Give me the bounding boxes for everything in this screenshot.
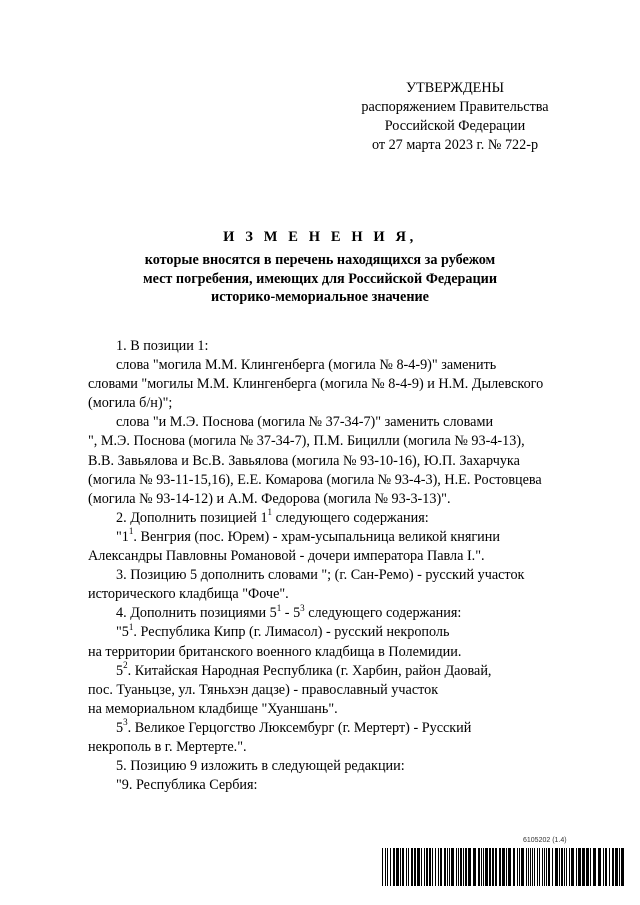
document-title: И З М Е Н Е Н И Я,: [223, 229, 417, 245]
paragraph: [88, 509, 572, 528]
superscript: 3: [300, 602, 305, 613]
superscript: 2: [123, 659, 128, 670]
document-code: 6105202 (1.4): [523, 837, 567, 844]
paragraph: ", М.Э. Поснова (могила № 37-34-7), П.М. Бицилли (могила № 93-4-13),: [88, 433, 525, 450]
text: следующего содержания:: [272, 509, 429, 526]
paragraph: [88, 604, 572, 623]
paragraph: (могила № 93-14-12) и А.М. Федорова (могила № 93-3-13)".: [88, 490, 451, 507]
approval-line: распоряжением Правительства: [361, 99, 549, 115]
paragraph: 3. Позицию 5 дополнить словами "; (г. Сан-Ремо) - русский участок: [116, 567, 525, 584]
text: . Венгрия (пос. Юрем) - храм-усыпальница великой княгини: [133, 528, 500, 545]
document-subtitle: [0, 251, 640, 307]
paragraph: на территории британского военного кладбища в Полемидии.: [88, 643, 462, 660]
text: . Китайская Народная Республика (г. Харбин, район Даовай,: [127, 662, 492, 679]
paragraph: 1. В позиции 1:: [116, 338, 209, 354]
superscript: 1: [128, 526, 134, 537]
text: - 5: [281, 605, 301, 622]
subtitle-line: мест погребения, имеющих для Российской Федерации: [142, 270, 498, 287]
barcode-icon: [382, 848, 624, 886]
paragraph: (могила б/н)";: [88, 395, 173, 412]
paragraph: (могила № 93-11-15,16), Е.Е. Комарова (могила № 93-4-3), Н.Е. Ростовцева: [88, 471, 542, 488]
text: . Республика Кипр (г. Лимасол) - русский некрополь: [133, 624, 450, 641]
text: "1: [116, 528, 129, 545]
subtitle-line: которые вносятся в перечень находящихся за рубежом: [144, 252, 496, 268]
paragraph: [88, 623, 572, 642]
subtitle-line: историко-мемориальное значение: [211, 289, 429, 305]
superscript: 3: [123, 717, 128, 728]
paragraph: слова "и М.Э. Поснова (могила № 37-34-7)" заменить словами: [116, 414, 494, 431]
paragraph: [88, 659, 572, 681]
document-body: [88, 337, 572, 795]
paragraph: некрополь в г. Мертерте.".: [88, 738, 247, 755]
text: 2. Дополнить позицией 1: [116, 509, 268, 526]
approval-date: от 27 марта 2023 г. № 722-р: [371, 137, 539, 153]
text: 5: [116, 662, 124, 679]
paragraph: [88, 528, 572, 547]
approval-block: [350, 79, 560, 155]
text: . Великое Герцогство Люксембург (г. Мертерт) - Русский: [127, 719, 472, 736]
text: 5: [116, 719, 124, 736]
approval-title: УТВЕРЖДЕНЫ: [406, 80, 504, 96]
superscript: 1: [267, 507, 273, 518]
superscript: 1: [276, 602, 282, 613]
text: "5: [116, 624, 129, 641]
approval-line: Российской Федерации: [384, 118, 526, 134]
paragraph: 5. Позицию 9 изложить в следующей редакции:: [116, 758, 405, 775]
paragraph: словами "могилы М.М. Клингенберга (могила № 8-4-9) и Н.М. Дылевского: [88, 376, 544, 393]
paragraph: на мемориальном кладбище "Хуаншань".: [88, 700, 338, 717]
paragraph: Александры Павловны Романовой - дочери императора Павла I.".: [88, 548, 485, 565]
paragraph: В.В. Завьялова и Вс.В. Завьялова (могила № 93-10-16), Ю.П. Захарчука: [88, 452, 520, 469]
paragraph: пос. Туаньцзе, ул. Тяньхэн дацзе) - православный участок: [88, 681, 439, 698]
paragraph: "9. Республика Сербия:: [116, 777, 258, 794]
text: 4. Дополнить позициями 5: [116, 605, 277, 622]
paragraph: слова "могила М.М. Клингенберга (могила № 8-4-9)" заменить: [116, 357, 497, 374]
superscript: 1: [128, 621, 134, 632]
paragraph: [88, 719, 572, 738]
text: следующего содержания:: [304, 605, 462, 622]
paragraph: исторического кладбища "Фоче".: [88, 586, 289, 603]
